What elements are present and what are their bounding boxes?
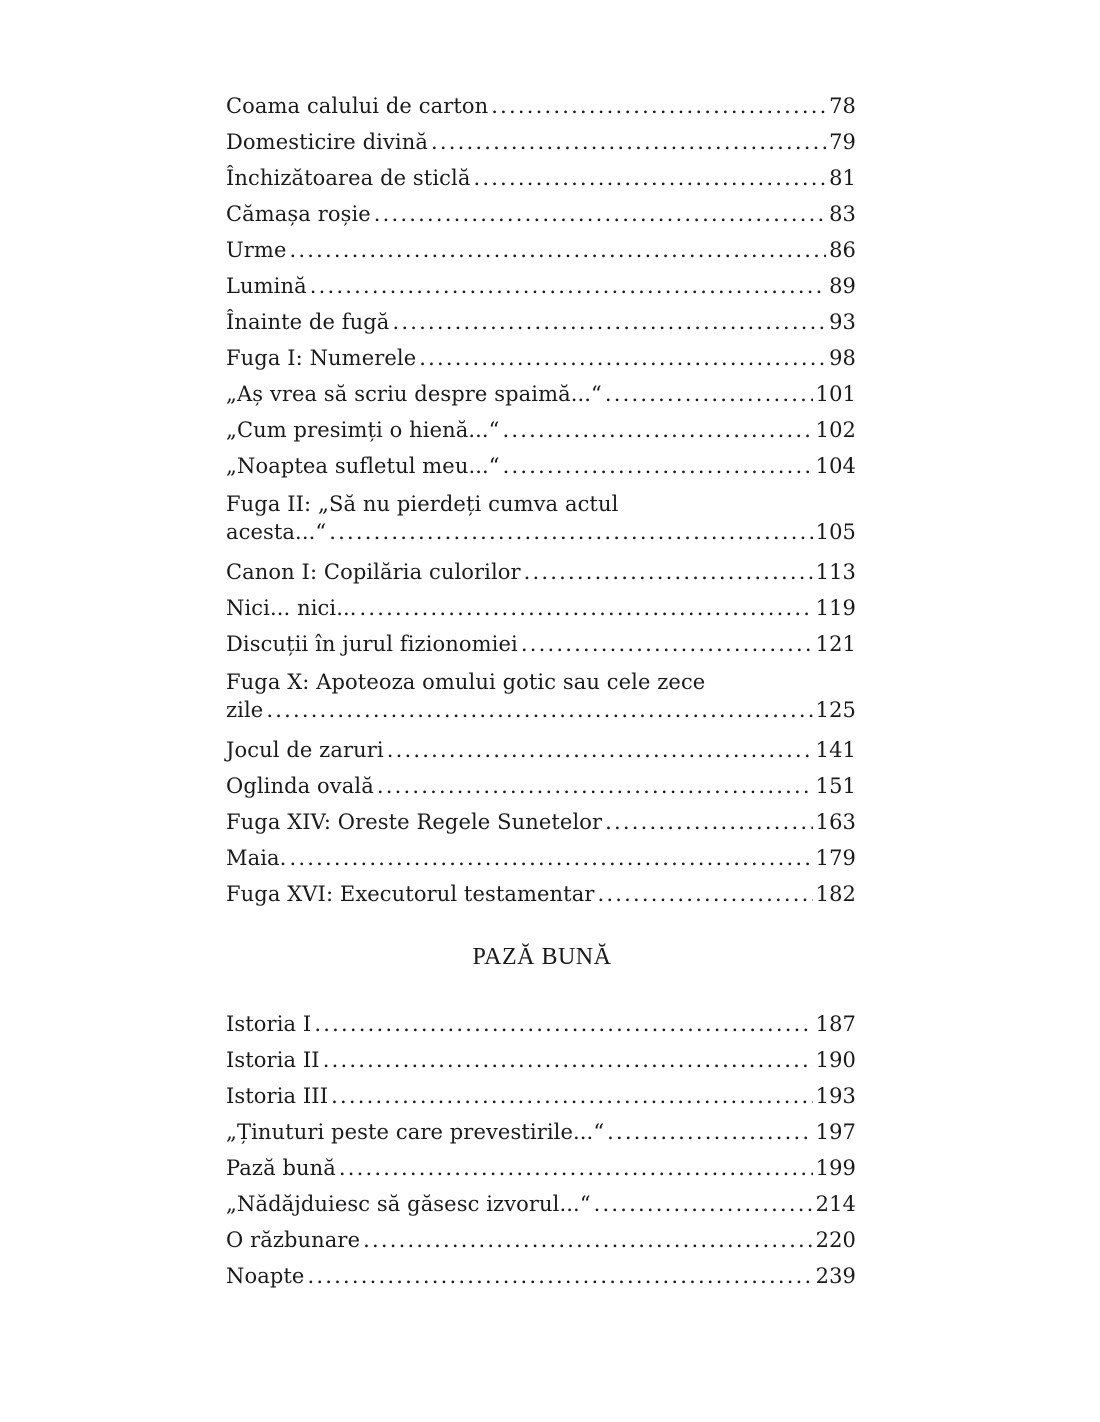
dot-leader xyxy=(503,448,813,484)
toc-entry[interactable] xyxy=(226,232,856,268)
toc-entry[interactable] xyxy=(226,340,856,376)
entry-page-number: 121 xyxy=(815,632,856,656)
dot-leader xyxy=(339,1150,813,1186)
toc-entry[interactable] xyxy=(226,1258,856,1294)
toc-entry[interactable] xyxy=(226,412,856,448)
dot-leader xyxy=(307,1258,812,1294)
entry-title: Cămașa roșie xyxy=(226,202,371,226)
entry-page-number: 220 xyxy=(815,1228,856,1252)
dot-leader xyxy=(419,340,826,376)
dot-leader xyxy=(266,696,812,724)
toc-entry[interactable] xyxy=(226,804,856,840)
entry-title: Discuții în jurul fizionomiei xyxy=(226,632,518,656)
toc-entry[interactable] xyxy=(226,376,856,412)
entry-title: Fuga I: Numerele xyxy=(226,346,417,370)
entry-title: Pază bună xyxy=(226,1156,336,1180)
entry-title: Istoria III xyxy=(226,1084,329,1108)
entry-page-number: 190 xyxy=(815,1048,856,1072)
dot-leader xyxy=(431,124,826,160)
entry-title: Nici... nici... xyxy=(226,596,357,620)
entry-page-number: 78 xyxy=(829,94,856,118)
toc-entry[interactable] xyxy=(226,448,856,484)
entry-title-line-1: Fuga II: „Să nu pierdeți cumva actul xyxy=(226,492,619,516)
section-heading: PAZĂ BUNĂ xyxy=(472,944,612,970)
entry-title-line-2-row xyxy=(226,518,856,546)
dot-leader xyxy=(524,554,813,590)
dot-leader xyxy=(473,160,826,196)
entry-title: Închizătoarea de sticlă xyxy=(226,166,471,190)
dot-leader xyxy=(605,804,812,840)
toc-entry[interactable] xyxy=(226,124,856,160)
toc-entry[interactable] xyxy=(226,840,856,876)
entry-title: O răzbunare xyxy=(226,1228,361,1252)
entry-page-number: 182 xyxy=(815,882,856,906)
dot-leader xyxy=(310,268,826,304)
entry-title: Lumină xyxy=(226,274,307,298)
toc-entry[interactable] xyxy=(226,1042,856,1078)
toc-entry[interactable] xyxy=(226,490,856,554)
toc-entry[interactable] xyxy=(226,876,856,912)
entry-title: Înainte de fugă xyxy=(226,310,390,334)
toc-section-2 xyxy=(226,1006,856,1294)
entry-title-line-1: Fuga X: Apoteoza omului gotic sau cele zece xyxy=(226,670,706,694)
dot-leader xyxy=(392,304,826,340)
dot-leader xyxy=(323,1042,813,1078)
entry-title-line-2: acesta...“ xyxy=(226,520,327,544)
dot-leader xyxy=(491,88,826,124)
toc-entry[interactable] xyxy=(226,1222,856,1258)
entry-page-number: 83 xyxy=(829,202,856,226)
dot-leader xyxy=(598,876,813,912)
entry-page-number: 179 xyxy=(815,846,856,870)
entry-title: „Ținuturi peste care prevestirile...“ xyxy=(226,1120,605,1144)
dot-leader xyxy=(594,1186,813,1222)
dot-leader xyxy=(607,1114,812,1150)
entry-title: Urme xyxy=(226,238,287,262)
toc-entry[interactable] xyxy=(226,1114,856,1150)
dot-leader xyxy=(377,768,813,804)
dot-leader xyxy=(360,590,813,626)
entry-page-number: 102 xyxy=(815,418,856,442)
entry-title: „Aș vrea să scriu despre spaimă...“ xyxy=(226,382,602,406)
entry-title: „Nădăjduiesc să găsesc izvorul...“ xyxy=(226,1192,591,1216)
toc-section-1 xyxy=(226,88,856,912)
entry-page-number: 79 xyxy=(829,130,856,154)
toc-entry[interactable] xyxy=(226,88,856,124)
entry-title-line-2-row xyxy=(226,696,856,724)
entry-title: Fuga XIV: Oreste Regele Sunetelor xyxy=(226,810,603,834)
entry-page-number: 86 xyxy=(829,238,856,262)
toc-entry[interactable] xyxy=(226,196,856,232)
entry-title: Noapte xyxy=(226,1264,305,1288)
entry-page-number: 113 xyxy=(815,560,856,584)
dot-leader xyxy=(387,732,813,768)
entry-title: Istoria II xyxy=(226,1048,320,1072)
entry-title: Coama calului de carton xyxy=(226,94,489,118)
dot-leader xyxy=(521,626,813,662)
dot-leader xyxy=(289,232,826,268)
entry-title: Domesticire divină xyxy=(226,130,428,154)
toc-entry[interactable] xyxy=(226,590,856,626)
entry-page-number: 197 xyxy=(815,1120,856,1144)
toc-entry[interactable] xyxy=(226,1186,856,1222)
entry-page-number: 214 xyxy=(815,1192,856,1216)
toc-entry[interactable] xyxy=(226,1006,856,1042)
entry-title: „Cum presimți o hienă...“ xyxy=(226,418,500,442)
entry-page-number: 141 xyxy=(815,738,856,762)
toc-entry[interactable] xyxy=(226,304,856,340)
toc-entry[interactable] xyxy=(226,1078,856,1114)
entry-page-number: 187 xyxy=(815,1012,856,1036)
toc-entry[interactable] xyxy=(226,554,856,590)
toc-entry[interactable] xyxy=(226,1150,856,1186)
entry-title: Oglinda ovală xyxy=(226,774,374,798)
entry-page-number: 98 xyxy=(829,346,856,370)
entry-title-line-2: zile xyxy=(226,698,264,722)
entry-page-number: 93 xyxy=(829,310,856,334)
entry-title: Fuga XVI: Executorul testamentar xyxy=(226,882,595,906)
entry-page-number: 104 xyxy=(815,454,856,478)
dot-leader xyxy=(503,412,813,448)
toc-entry[interactable] xyxy=(226,732,856,768)
dot-leader xyxy=(329,518,812,546)
entry-page-number: 199 xyxy=(815,1156,856,1180)
dot-leader xyxy=(374,196,826,232)
entry-page-number: 101 xyxy=(815,382,856,406)
dot-leader xyxy=(605,376,813,412)
dot-leader xyxy=(363,1222,813,1258)
toc-entry[interactable] xyxy=(226,768,856,804)
entry-page-number: 125 xyxy=(815,698,856,722)
entry-page-number: 239 xyxy=(815,1264,856,1288)
entry-title: Jocul de zaruri xyxy=(226,738,384,762)
entry-page-number: 119 xyxy=(815,596,856,620)
entry-page-number: 193 xyxy=(815,1084,856,1108)
toc-entry[interactable] xyxy=(226,160,856,196)
toc-entry[interactable] xyxy=(226,626,856,662)
entry-page-number: 81 xyxy=(829,166,856,190)
entry-title: „Noaptea sufletul meu...“ xyxy=(226,454,500,478)
entry-page-number: 89 xyxy=(829,274,856,298)
entry-title: Canon I: Copilăria culorilor xyxy=(226,560,521,584)
entry-page-number: 151 xyxy=(815,774,856,798)
dot-leader xyxy=(314,1006,812,1042)
entry-title: Maia. xyxy=(226,846,287,870)
entry-title: Istoria I xyxy=(226,1012,312,1036)
toc-entry[interactable] xyxy=(226,268,856,304)
dot-leader xyxy=(331,1078,813,1114)
dot-leader xyxy=(289,840,812,876)
toc-entry[interactable] xyxy=(226,668,856,732)
entry-page-number: 163 xyxy=(815,810,856,834)
entry-page-number: 105 xyxy=(815,520,856,544)
